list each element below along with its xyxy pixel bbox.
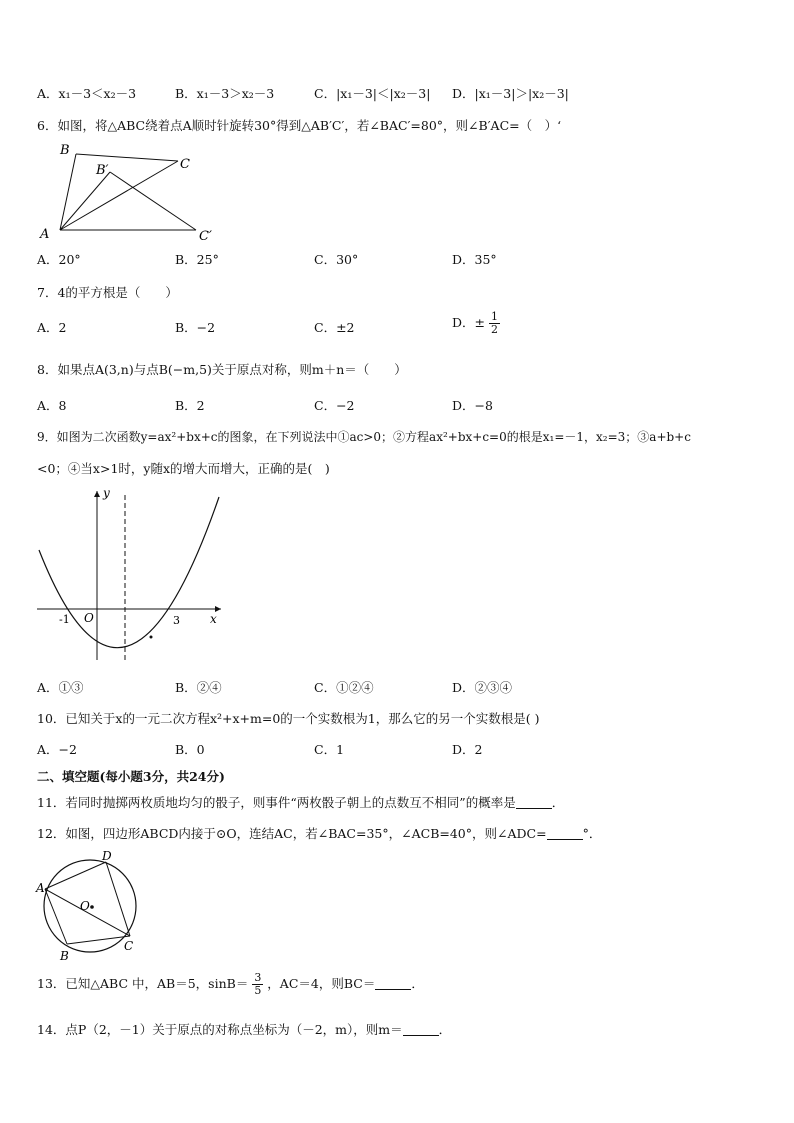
q6-label-c-prime: C′ [199,229,212,244]
q13-suffix: ，AC＝4，则BC＝ [267,976,376,991]
q6-label-a: A [40,227,50,242]
q6-option-d: D．35° [452,252,497,267]
q9-label-neg1: -1 [59,613,70,626]
q9-option-c: C．①②④ [314,680,374,695]
q7-option-d-denominator: 2 [490,323,498,336]
q12-label-d: D [102,849,112,863]
q10-option-a: A．−2 [37,742,77,757]
q9-option-d: D．②③④ [452,680,513,695]
q9-label-y: y [103,486,110,500]
q8-option-b: B．2 [175,398,205,413]
q13-answer-blank [375,977,411,990]
q14-answer-blank [403,1023,439,1036]
q12-segment-ba [45,889,67,944]
q7-option-d-prefix: D．± [452,315,485,330]
q7-option-d-numerator: 1 [490,310,498,323]
q12-stem: 12．如图，四边形ABCD内接于⊙O，连结AC，若∠BAC=35°，∠ACB=40°，则∠ADC= [37,826,547,841]
q11-answer-blank [516,796,552,809]
q13-fraction [252,972,263,997]
q13-denominator: 5 [254,984,262,997]
q8-option-a: A．8 [37,398,67,413]
q9-option-b: B．②④ [175,680,222,695]
q14-stem: 14．点P（2，－1）关于原点的对称点坐标为（－2，m），则m＝ [37,1022,403,1037]
q5-option-a: A．x₁－3＜x₂－3 [37,86,137,101]
q6-segment-ab [60,154,76,230]
q9-stem-line1: 9．如图为二次函数y=ax²+bx+c的图象，在下列说法中①ac>0；②方程ax²+bx+c=0的根是x₁=－1，x₂=3；③a+b+c [37,430,691,444]
q5-option-d: D．|x₁－3|＞|x₂－3| [452,86,569,101]
q6-segment-bc [76,154,178,161]
q13 [37,972,424,997]
q13-numerator: 3 [254,971,262,984]
q7-option-b: B．−2 [175,320,216,335]
q6-option-a: A．20° [37,252,81,267]
q5-option-c: C．|x₁－3|＜|x₂－3| [314,86,431,101]
q12-figure [34,848,144,963]
q11-end: ． [551,795,565,810]
q12-label-b: B [60,949,69,963]
q6-option-c: C．30° [314,252,359,267]
q7-stem: 7．4的平方根是（ ） [37,285,178,300]
q9-stem-line2: <0；④当x>1时，y随x的增大而增大，正确的是( ) [37,461,330,476]
q9-option-a: A．①③ [37,680,84,695]
q6-segment-bc-prime [110,172,196,230]
q12-answer-blank [547,827,583,840]
q9-label-3: 3 [173,614,180,627]
q14-end: ． [438,1022,452,1037]
q9-label-origin: O [84,611,94,625]
q6-label-c: C [180,157,190,172]
q12 [37,824,601,842]
q14 [37,1020,451,1038]
q11-stem: 11．若同时抛掷两枚质地均匀的骰子，则事件“两枚骰子朝上的点数互不相同”的概率是 [37,795,516,810]
q13-end: ． [411,976,424,991]
q9-label-x: x [210,612,217,626]
q12-label-a: A [36,881,45,895]
q10-option-c: C．1 [314,742,345,757]
q6-stem: 6．如图，将△ABC绕着点A顺时针旋转30°得到△AB′C′，若∠BAC′=80°，则∠B′AC=（ ）‘ [37,118,562,133]
q6-label-b: B [60,143,70,158]
q7-option-a: A．2 [37,320,67,335]
q12-label-c: C [124,939,134,953]
q6-segment-ac [60,161,178,230]
q10-stem: 10．已知关于x的一元二次方程x²+x+m=0的一个实数根为1，那么它的另一个实数根是( ) [37,711,540,726]
q9-point [150,636,153,639]
q6-figure [36,140,226,245]
q8-option-c: C．−2 [314,398,355,413]
q9-figure [37,485,227,665]
q7-option-d [452,311,500,336]
q12-label-o: O [80,899,90,913]
q10-option-d: D．2 [452,742,483,757]
q12-segment-ad [45,862,106,889]
q8-stem: 8．如果点A(3,n)与点B(−m,5)关于原点对称，则m＋n＝（ ） [37,362,407,377]
q12-circle [44,860,136,952]
q6-label-b-prime: B′ [96,163,109,178]
q11 [37,793,564,811]
q5-option-b: B．x₁－3＞x₂－3 [175,86,275,101]
q13-prefix: 13．已知△ABC 中，AB＝5，sinB＝ [37,976,249,991]
q12-center-point [90,905,94,909]
section-2-heading: 二、填空题(每小题3分，共24分) [37,769,225,784]
q7-option-c: C．±2 [314,320,355,335]
q8-option-d: D．−8 [452,398,493,413]
q6-option-b: B．25° [175,252,219,267]
q7-option-d-fraction [489,311,500,336]
q10-option-b: B．0 [175,742,205,757]
q6-segment-ab-prime [60,172,110,230]
q12-end: °． [582,826,602,841]
